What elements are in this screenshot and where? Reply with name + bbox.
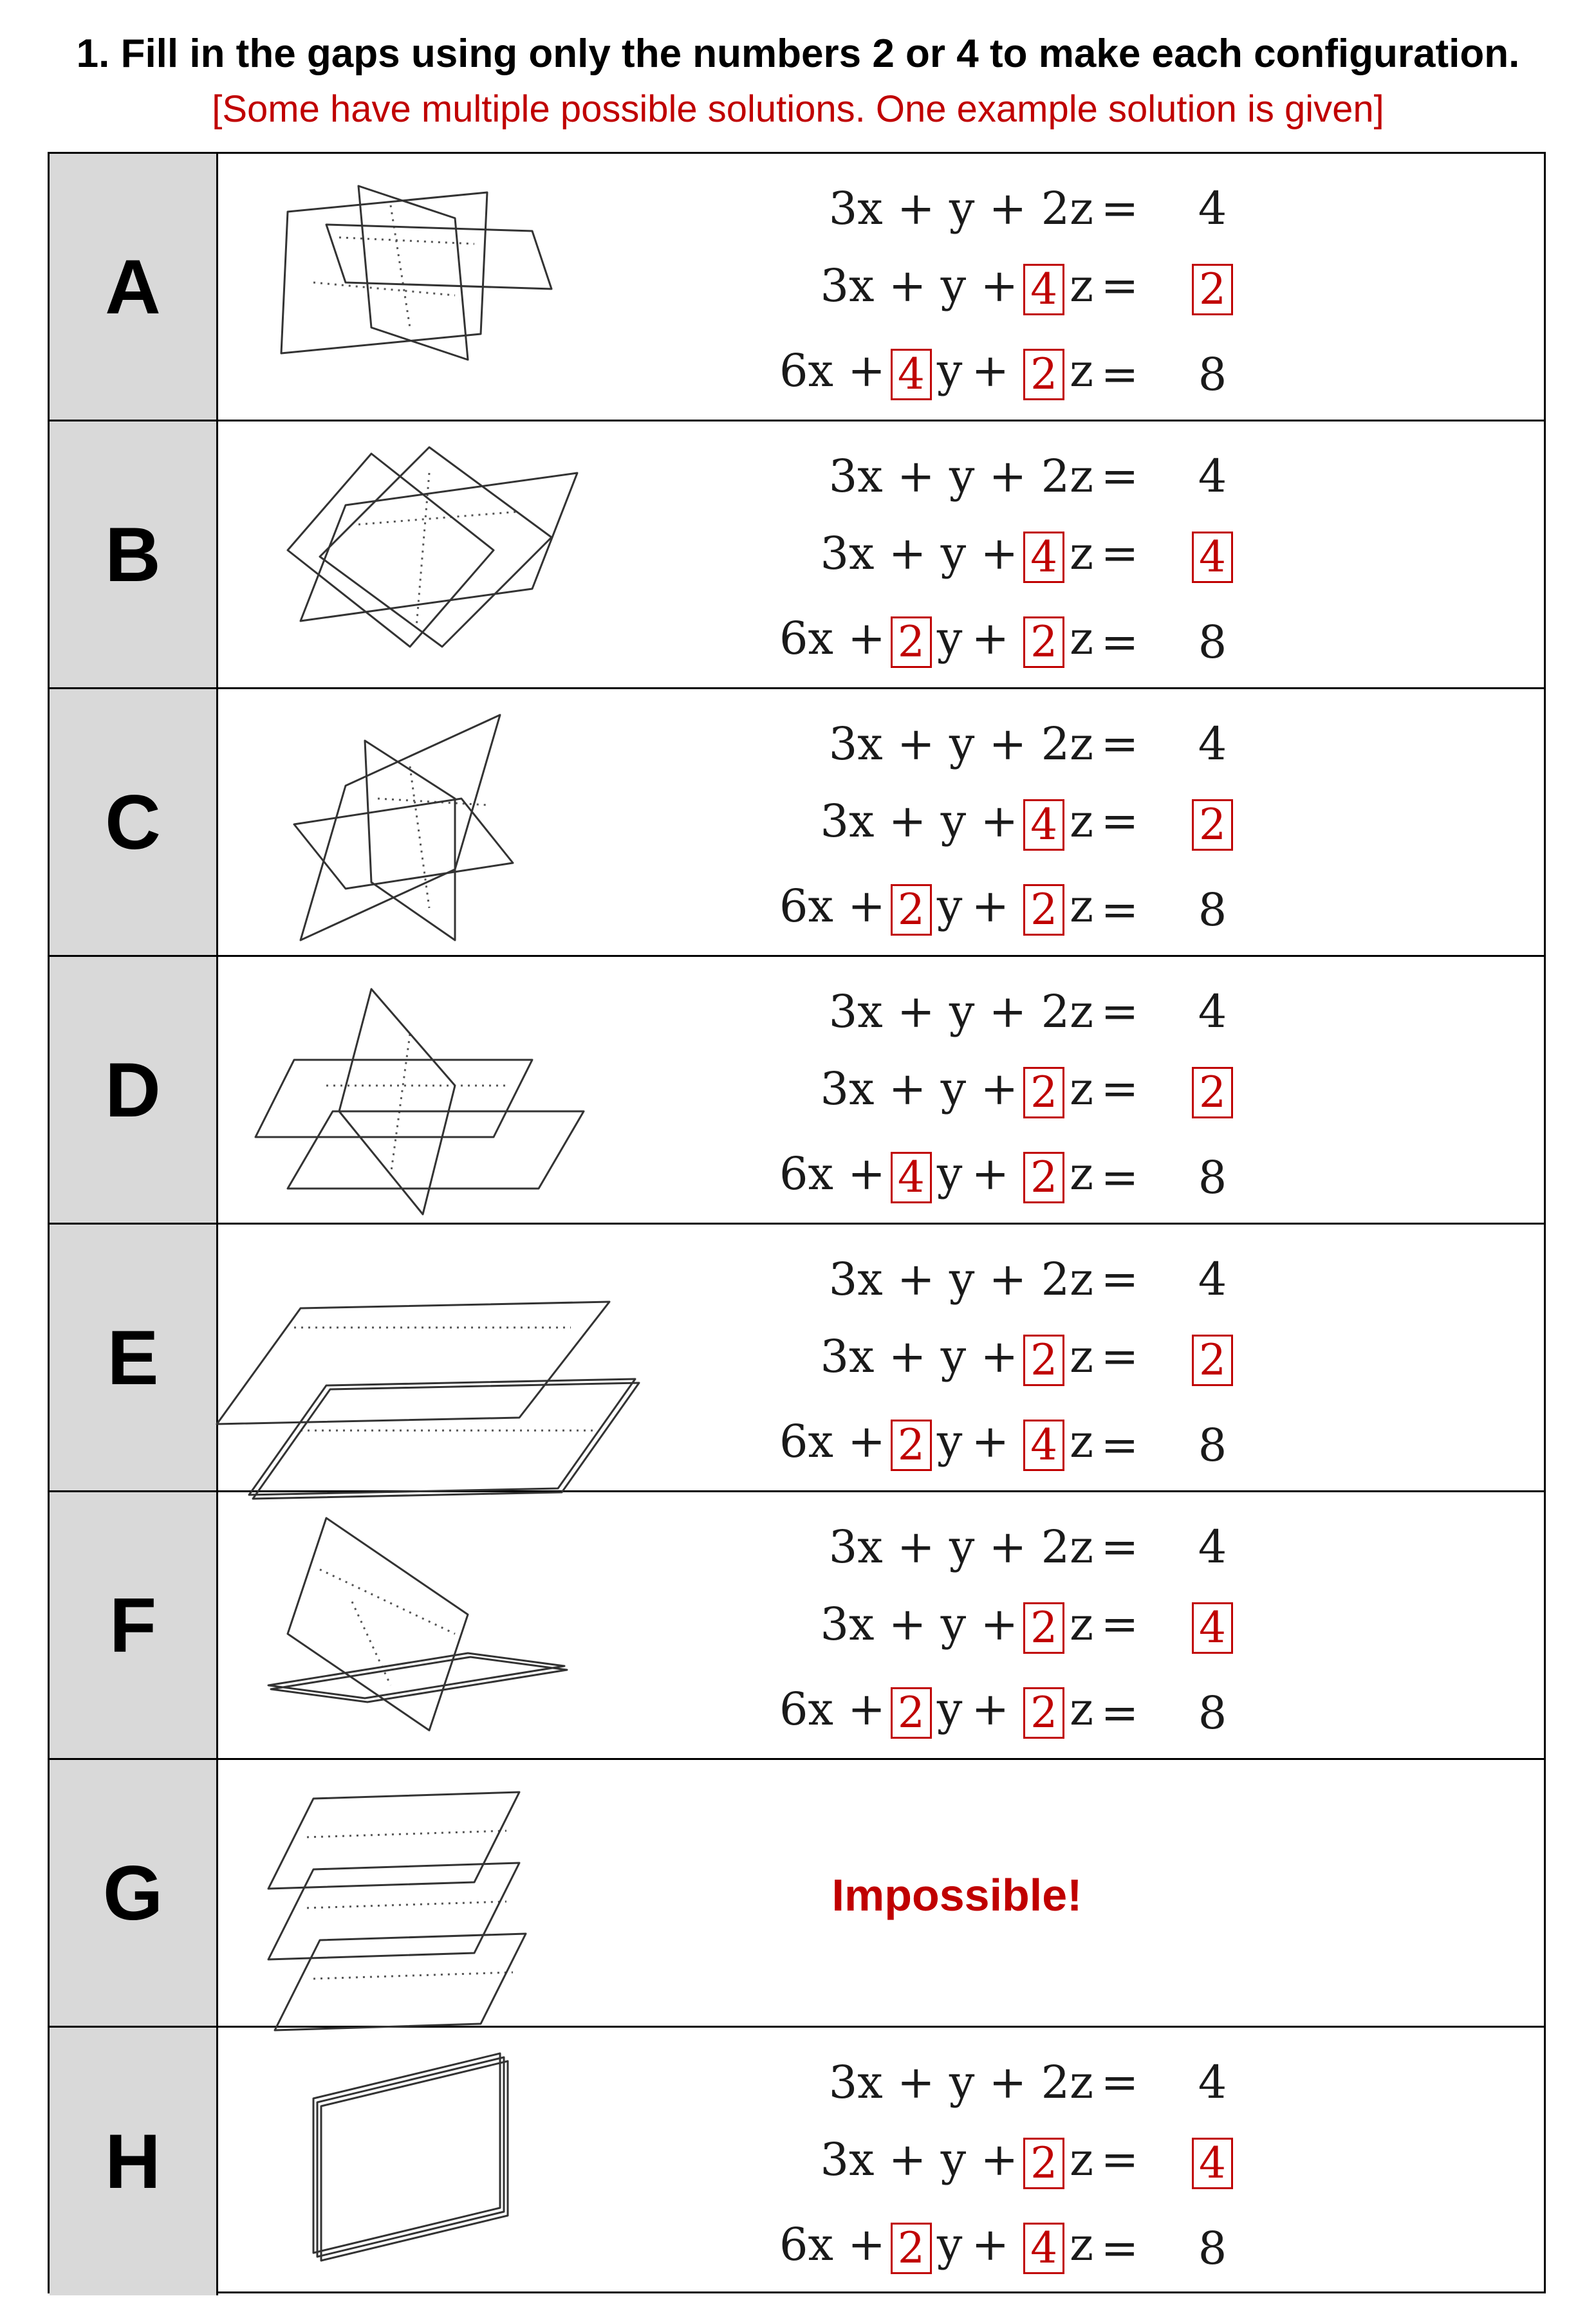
equation-1-lhs	[629, 1518, 1093, 1576]
equation-3-lhs	[629, 342, 1093, 400]
configuration-row-b	[50, 421, 1544, 689]
equation-3-rhs	[1183, 2219, 1241, 2277]
three-coincident-planes-icon	[262, 2041, 648, 2282]
variable-y: y	[936, 880, 963, 932]
equation-3-rhs	[1183, 1416, 1241, 1474]
row-label-cell	[50, 1492, 218, 1758]
equals-sign: =	[1100, 1330, 1139, 1383]
variable-z: z	[1070, 1147, 1093, 1200]
plane-outline	[301, 715, 500, 940]
variable-z: z	[1070, 880, 1093, 932]
equation-expression	[829, 715, 1093, 773]
rhs-value: 8	[1198, 616, 1227, 669]
z-coefficient-gap[interactable]: 4	[1023, 1420, 1064, 1471]
equation-1-rhs	[1183, 1250, 1241, 1308]
rhs-gap[interactable]: 2	[1192, 1067, 1233, 1118]
plane-outline	[317, 2057, 504, 2257]
three-planes-intersecting-in-line-icon	[262, 434, 648, 676]
configuration-row-a	[50, 154, 1544, 421]
row-label-cell	[50, 1225, 218, 1490]
configuration-row-e	[50, 1225, 1544, 1492]
hidden-intersection-line	[339, 237, 474, 244]
row-label-cell	[50, 154, 218, 420]
plane-outline	[275, 1934, 526, 2030]
variable-z: z	[1070, 612, 1093, 665]
equals-sign: =	[1100, 2133, 1139, 2186]
equals-sign: =	[1100, 985, 1139, 1038]
equation-expression	[829, 983, 1093, 1041]
equation-expression	[779, 2216, 1093, 2274]
equals-sign: =	[1100, 795, 1139, 847]
row-label: D	[105, 1046, 161, 1133]
equation-expression	[820, 2131, 1093, 2189]
y-coefficient-gap[interactable]: 2	[891, 2223, 932, 2274]
equation-2-lhs	[629, 2131, 1093, 2189]
plus-sign: +	[971, 344, 1010, 397]
plane-outline	[268, 1653, 564, 1698]
equation-text: 6x +	[779, 612, 886, 665]
equation-text: 3x + y + 2z	[828, 450, 1093, 503]
equation-1-rhs	[1183, 447, 1241, 505]
z-coefficient-gap[interactable]: 2	[1023, 1687, 1064, 1739]
variable-y: y	[936, 1683, 963, 1736]
plane-outline	[313, 2053, 500, 2253]
rhs-value: 8	[1198, 348, 1227, 401]
plane-outline	[294, 799, 513, 889]
hidden-intersection-line	[307, 1831, 506, 1837]
equation-text: 3x + y +	[820, 259, 1019, 312]
variable-z: z	[1070, 1062, 1093, 1115]
equation-text: 3x + y +	[820, 527, 1019, 580]
three-parallel-planes-icon	[262, 1773, 648, 2015]
equation-3-rhs	[1183, 1684, 1241, 1742]
rhs-value: 4	[1198, 450, 1227, 503]
rhs-value: 4	[1198, 1521, 1227, 1573]
plane-outline	[339, 989, 455, 1214]
variable-y: y	[936, 2218, 963, 2271]
z-coefficient-gap[interactable]: 2	[1023, 1335, 1064, 1386]
equals-sign: =	[1100, 616, 1139, 669]
plus-sign: +	[971, 880, 1010, 932]
variable-z: z	[1070, 259, 1093, 312]
rhs-gap[interactable]: 4	[1192, 1602, 1233, 1654]
plus-sign: +	[971, 2218, 1010, 2271]
variable-y: y	[936, 1147, 963, 1200]
equation-expression	[829, 180, 1093, 237]
z-coefficient-gap[interactable]: 2	[1023, 1067, 1064, 1118]
configuration-row-d	[50, 957, 1544, 1225]
z-coefficient-gap[interactable]: 2	[1023, 349, 1064, 400]
equation-text: 6x +	[779, 880, 886, 932]
rhs-gap[interactable]: 4	[1192, 2138, 1233, 2189]
equation-1-lhs	[629, 447, 1093, 505]
equation-3-rhs	[1183, 346, 1241, 403]
hidden-intersection-line	[358, 512, 519, 524]
equation-text: 3x + y +	[820, 1062, 1019, 1115]
equation-text: 3x + y + 2z	[828, 1253, 1093, 1306]
z-coefficient-gap[interactable]: 4	[1023, 532, 1064, 583]
row-label: E	[107, 1314, 159, 1401]
variable-z: z	[1070, 1330, 1093, 1383]
equation-2-lhs	[629, 792, 1093, 850]
triangular-prism-planes-icon	[262, 702, 648, 944]
variable-z: z	[1070, 2218, 1093, 2271]
equals-sign: =	[1100, 259, 1139, 312]
three-planes-intersecting-at-point-icon	[262, 167, 648, 409]
plane-outline	[288, 1111, 584, 1189]
equation-expression	[820, 1328, 1093, 1386]
rhs-value: 8	[1198, 1687, 1227, 1739]
equation-expression	[779, 1680, 1093, 1739]
plane-outline	[255, 1060, 532, 1137]
z-coefficient-gap[interactable]: 4	[1023, 799, 1064, 851]
plane-outline	[326, 225, 552, 289]
equation-2-rhs	[1183, 1060, 1241, 1118]
z-coefficient-gap[interactable]: 2	[1023, 1152, 1064, 1203]
equation-expression	[779, 609, 1093, 668]
equation-expression	[829, 447, 1093, 505]
equals-sign: =	[1100, 1253, 1139, 1306]
equation-text: 3x + y + 2z	[828, 985, 1093, 1038]
rhs-value: 8	[1198, 884, 1227, 936]
equation-1-rhs	[1183, 715, 1241, 773]
equation-3-lhs	[629, 877, 1093, 935]
z-coefficient-gap[interactable]: 2	[1023, 2138, 1064, 2189]
equation-2-rhs	[1183, 2131, 1241, 2189]
equation-1-lhs	[629, 1250, 1093, 1308]
plane-outline	[268, 1792, 519, 1889]
plane-outline	[321, 2061, 508, 2261]
plane-outline	[281, 192, 487, 353]
row-label: B	[105, 511, 161, 598]
row-label: G	[102, 1849, 163, 1936]
plane-outline	[217, 1302, 609, 1424]
z-coefficient-gap[interactable]: 2	[1023, 1602, 1064, 1654]
equation-1-lhs	[629, 983, 1093, 1041]
two-parallel-planes-cut-by-third-icon	[262, 970, 648, 1212]
row-label: A	[105, 243, 161, 330]
impossible-label: Impossible!	[831, 1870, 1082, 1920]
configuration-row-f	[50, 1492, 1544, 1760]
equation-text: 3x + y + 2z	[828, 182, 1093, 235]
hidden-intersection-line	[391, 205, 410, 328]
equals-sign: =	[1100, 884, 1139, 936]
equation-text: 6x +	[779, 1415, 886, 1468]
equation-expression	[829, 1518, 1093, 1576]
plane-outline	[253, 1383, 639, 1499]
plus-sign: +	[971, 1683, 1010, 1736]
question-title: 1. Fill in the gaps using only the numbers 2 or 4 to make each configuration.	[76, 32, 1520, 76]
plus-sign: +	[971, 1147, 1010, 1200]
hidden-intersection-line	[313, 1972, 513, 1979]
equation-2-rhs	[1183, 792, 1241, 851]
equation-2-rhs	[1183, 1328, 1241, 1386]
equation-expression	[820, 1595, 1093, 1654]
row-label-cell	[50, 689, 218, 955]
rhs-value: 8	[1198, 1151, 1227, 1204]
plane-outline	[358, 186, 468, 360]
equals-sign: =	[1100, 348, 1139, 401]
equation-expression	[779, 1145, 1093, 1203]
equation-expression	[779, 1412, 1093, 1471]
z-coefficient-gap[interactable]: 4	[1023, 264, 1064, 315]
equation-1-rhs	[1183, 2053, 1241, 2111]
equals-sign: =	[1100, 2056, 1139, 2109]
z-coefficient-gap[interactable]: 2	[1023, 616, 1064, 668]
equation-2-lhs	[629, 1595, 1093, 1653]
coincident-pair-cut-by-plane-icon	[262, 1505, 648, 1747]
equation-expression	[779, 877, 1093, 936]
configuration-row-h	[50, 2028, 1544, 2295]
rhs-gap[interactable]: 2	[1192, 264, 1233, 315]
equation-3-lhs	[629, 1680, 1093, 1738]
plane-outline	[249, 1379, 635, 1495]
y-coefficient-gap[interactable]: 2	[891, 884, 932, 936]
equation-expression	[779, 342, 1093, 400]
equation-text: 3x + y +	[820, 1598, 1019, 1651]
variable-z: z	[1070, 1415, 1093, 1468]
solution-note: [Some have multiple possible solutions. One example solution is given]	[212, 88, 1384, 130]
hidden-intersection-line	[320, 1569, 455, 1634]
plane-outline	[301, 473, 577, 621]
equals-sign: =	[1100, 450, 1139, 503]
equation-text: 3x + y +	[820, 1330, 1019, 1383]
equals-sign: =	[1100, 717, 1139, 770]
configuration-row-c	[50, 689, 1544, 957]
variable-y: y	[936, 1415, 963, 1468]
equation-2-rhs	[1183, 1595, 1241, 1654]
equation-text: 3x + y + 2z	[828, 2056, 1093, 2109]
equals-sign: =	[1100, 1419, 1139, 1472]
equation-3-lhs	[629, 1145, 1093, 1203]
variable-z: z	[1070, 2133, 1093, 2186]
equation-text: 3x + y + 2z	[828, 717, 1093, 770]
rhs-value: 4	[1198, 985, 1227, 1038]
variable-z: z	[1070, 527, 1093, 580]
equation-2-lhs	[629, 1060, 1093, 1118]
equals-sign: =	[1100, 1687, 1139, 1739]
equals-sign: =	[1100, 2222, 1139, 2275]
hidden-intersection-line	[307, 1902, 506, 1908]
rhs-value: 4	[1198, 182, 1227, 235]
plane-outline	[268, 1863, 519, 1959]
variable-z: z	[1070, 344, 1093, 397]
plus-sign: +	[971, 1415, 1010, 1468]
z-coefficient-gap[interactable]: 2	[1023, 884, 1064, 936]
z-coefficient-gap[interactable]: 4	[1023, 2223, 1064, 2274]
equation-3-lhs	[629, 609, 1093, 667]
equals-sign: =	[1100, 1151, 1139, 1204]
equation-expression	[820, 792, 1093, 851]
variable-y: y	[936, 612, 963, 665]
equation-3-rhs	[1183, 881, 1241, 939]
equation-3-rhs	[1183, 1149, 1241, 1207]
equation-text: 6x +	[779, 2218, 886, 2271]
equation-2-lhs	[629, 524, 1093, 582]
rhs-gap[interactable]: 2	[1192, 799, 1233, 851]
plus-sign: +	[971, 612, 1010, 665]
configuration-row-g	[50, 1760, 1544, 2028]
rhs-value: 4	[1198, 1253, 1227, 1306]
hidden-intersection-line	[410, 766, 429, 908]
equation-2-lhs	[629, 257, 1093, 315]
plane-outline	[271, 1657, 567, 1702]
y-coefficient-gap[interactable]: 4	[891, 1152, 932, 1203]
variable-y: y	[936, 344, 963, 397]
equation-expression	[820, 1060, 1093, 1118]
variable-z: z	[1070, 795, 1093, 847]
rhs-value: 8	[1198, 2222, 1227, 2275]
equation-3-lhs	[629, 1412, 1093, 1470]
equation-1-rhs	[1183, 983, 1241, 1041]
rhs-value: 4	[1198, 717, 1227, 770]
rhs-gap[interactable]: 4	[1192, 532, 1233, 583]
equation-text: 3x + y +	[820, 795, 1019, 847]
hidden-intersection-line	[391, 1034, 410, 1176]
row-label-cell	[50, 957, 218, 1223]
equation-2-rhs	[1183, 524, 1241, 583]
y-coefficient-gap[interactable]: 2	[891, 616, 932, 668]
variable-z: z	[1070, 1683, 1093, 1736]
parallel-plane-and-coincident-pair-icon	[262, 1237, 648, 1479]
equation-expression	[829, 2053, 1093, 2111]
equation-1-lhs	[629, 180, 1093, 237]
equals-sign: =	[1100, 1062, 1139, 1115]
equals-sign: =	[1100, 527, 1139, 580]
row-label-cell	[50, 421, 218, 687]
row-label: F	[109, 1582, 157, 1669]
y-coefficient-gap[interactable]: 4	[891, 349, 932, 400]
y-coefficient-gap[interactable]: 2	[891, 1687, 932, 1739]
equals-sign: =	[1100, 1598, 1139, 1651]
equation-expression	[829, 1250, 1093, 1308]
y-coefficient-gap[interactable]: 2	[891, 1420, 932, 1471]
row-label-cell	[50, 1760, 218, 2026]
hidden-intersection-line	[378, 799, 487, 805]
equation-3-rhs	[1183, 613, 1241, 671]
equation-text: 6x +	[779, 1147, 886, 1200]
row-label: H	[105, 2118, 161, 2205]
equation-3-lhs	[629, 2216, 1093, 2273]
equation-text: 6x +	[779, 1683, 886, 1736]
equation-expression	[820, 524, 1093, 583]
row-label: C	[105, 779, 161, 866]
variable-z: z	[1070, 1598, 1093, 1651]
equals-sign: =	[1100, 182, 1139, 235]
equation-2-lhs	[629, 1328, 1093, 1385]
plane-outline	[288, 1518, 468, 1730]
rhs-gap[interactable]: 2	[1192, 1335, 1233, 1386]
equation-text: 3x + y + 2z	[828, 1521, 1093, 1573]
equation-text: 3x + y +	[820, 2133, 1019, 2186]
equation-2-rhs	[1183, 257, 1241, 315]
equation-text: 6x +	[779, 344, 886, 397]
rhs-value: 4	[1198, 2056, 1227, 2109]
equation-1-rhs	[1183, 180, 1241, 237]
equation-1-lhs	[629, 2053, 1093, 2111]
row-label-cell	[50, 2028, 218, 2295]
configuration-table	[48, 152, 1546, 2293]
equation-1-rhs	[1183, 1518, 1241, 1576]
equals-sign: =	[1100, 1521, 1139, 1573]
equation-1-lhs	[629, 715, 1093, 773]
rhs-value: 8	[1198, 1419, 1227, 1472]
equation-expression	[820, 257, 1093, 315]
